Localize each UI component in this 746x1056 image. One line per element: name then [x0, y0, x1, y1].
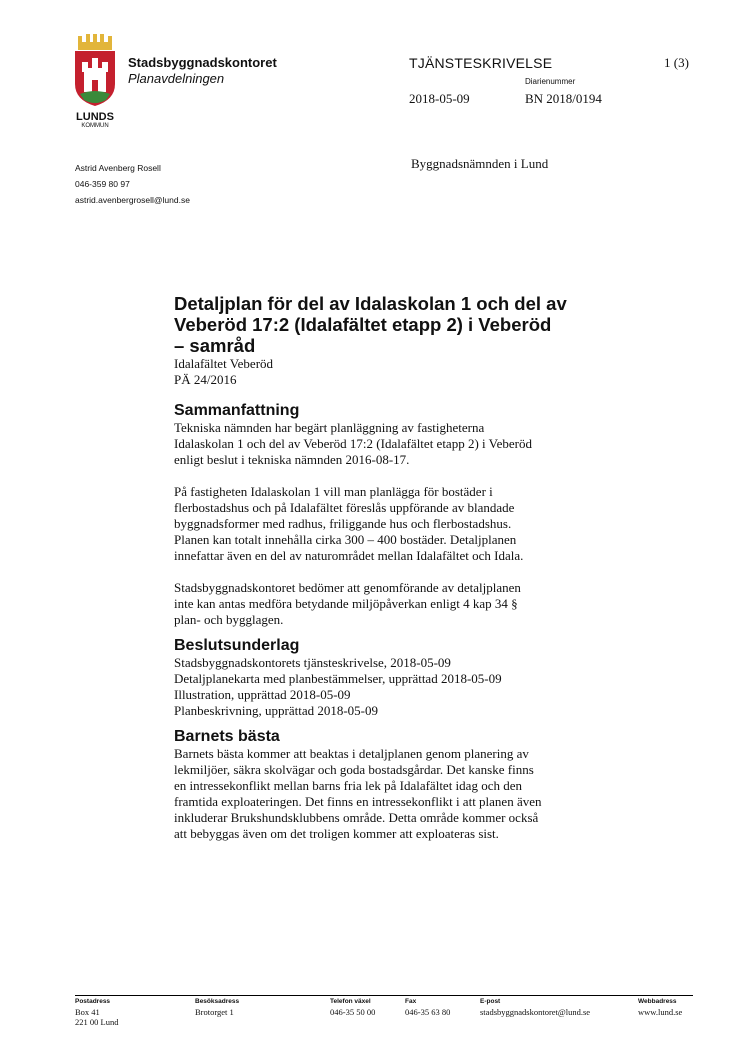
text-line: byggnadsformer med radhus, friliggande hus och flerbostadshus.	[174, 516, 512, 531]
footer-postadress	[75, 997, 118, 1027]
title-line: Veberöd 17:2 (Idalafältet etapp 2) i Veberöd	[174, 314, 552, 335]
text-line: På fastigheten Idalaskolan 1 vill man planlägga för bostäder i	[174, 484, 493, 499]
text-line: innefattar även en del av naturområdet mellan Idalafältet och Idala.	[174, 548, 524, 563]
text-line: inte kan antas medföra betydande miljöpåverkan enligt 4 kap 34 §	[174, 596, 518, 611]
lund-kommun-logo	[72, 34, 118, 130]
recipient: Byggnadsnämnden i Lund	[411, 156, 549, 171]
footer-email-link[interactable]: stadsbyggnadskontoret@lund.se	[480, 1007, 591, 1017]
footer-besoksadress	[195, 997, 239, 1017]
footer-label: E-post	[480, 998, 501, 1005]
text-line: en intressekonflikt mellan barns fria lek på Idalafältet idag och den	[174, 778, 522, 793]
footer-label: Fax	[405, 998, 417, 1005]
footer-value: Brotorget 1	[195, 1007, 234, 1017]
text-line: Planen kan totalt innehålla cirka 300 – 400 bostäder. Detaljplanen	[174, 532, 517, 547]
footer-epost	[480, 997, 590, 1017]
footer-label: Telefon växel	[330, 998, 371, 1005]
org-department: Planavdelningen	[128, 71, 225, 86]
footer-fax	[405, 997, 450, 1017]
diarie-number: BN 2018/0194	[525, 91, 602, 106]
title-subline: Idalafältet Veberöd	[174, 356, 274, 371]
text-line: inkluderar Brukshundsklubbens område. Detta område kommer också	[174, 810, 539, 825]
sender-name: Astrid Avenberg Rosell	[75, 163, 161, 173]
logo-text-1: LUNDS	[76, 111, 114, 123]
text-line: Detaljplanekarta med planbestämmelser, upprättad 2018-05-09	[174, 671, 502, 686]
text-line: flerbostadshus och på Idalafältet föreslås uppförande av blandade	[174, 500, 515, 515]
text-line: att bebyggas även om det troligen kommer att exploateras sist.	[174, 826, 499, 841]
sender-email: astrid.avenbergrosell@lund.se	[75, 195, 190, 205]
org-name: Stadsbyggnadskontoret	[128, 55, 277, 70]
sender-phone: 046-359 80 97	[75, 179, 130, 189]
footer-value: 046-35 50 00	[330, 1007, 376, 1017]
footer-divider	[75, 995, 693, 996]
text-line: Barnets bästa kommer att beaktas i detaljplanen genom planering av	[174, 746, 529, 761]
footer-label: Besöksadress	[195, 998, 240, 1005]
footer-value: 221 00 Lund	[75, 1017, 119, 1027]
text-line: Stadsbyggnadskontoret bedömer att genomförande av detaljplanen	[174, 580, 521, 595]
title-line: Detaljplan för del av Idalaskolan 1 och del av	[174, 293, 567, 314]
logo-text-2: KOMMUN	[81, 123, 109, 129]
title-line: – samråd	[174, 335, 256, 356]
paragraph	[174, 746, 634, 842]
title-subline: PÄ 24/2016	[174, 372, 237, 387]
footer-web-link[interactable]: www.lund.se	[638, 1007, 683, 1017]
document-date: 2018-05-09	[409, 91, 470, 106]
text-line: lekmiljöer, säkra skolvägar och goda bostadsgårdar. Det kanske finns	[174, 762, 534, 777]
text-line: Planbeskrivning, upprättad 2018-05-09	[174, 703, 378, 718]
paragraph	[174, 580, 634, 628]
footer-label: Postadress	[75, 998, 111, 1005]
page-number: 1 (3)	[664, 55, 689, 70]
footer-label: Webbadress	[638, 998, 677, 1005]
paragraph	[174, 420, 634, 468]
footer-value: 046-35 63 80	[405, 1007, 451, 1017]
section-heading: Beslutsunderlag	[174, 637, 300, 654]
text-line: plan- och bygglagen.	[174, 612, 284, 627]
text-line: enligt beslut i tekniska nämnden 2016-08-17.	[174, 452, 410, 467]
section-heading: Sammanfattning	[174, 402, 300, 419]
sender-contact	[75, 160, 190, 208]
footer-webb	[638, 997, 682, 1017]
paragraph	[174, 655, 634, 719]
document-type: TJÄNSTESKRIVELSE	[409, 55, 553, 71]
footer-telefon	[330, 997, 375, 1017]
section-heading: Barnets bästa	[174, 728, 280, 745]
footer-value: Box 41	[75, 1007, 100, 1017]
diarie-label: Diarienummer	[525, 77, 576, 86]
text-line: Stadsbyggnadskontorets tjänsteskrivelse, 2018-05-09	[174, 655, 451, 670]
text-line: framtida exploateringen. Det finns en intressekonflikt i att planen även	[174, 794, 542, 809]
text-line: Illustration, upprättad 2018-05-09	[174, 687, 351, 702]
text-line: Tekniska nämnden har begärt planläggning av fastigheterna	[174, 420, 485, 435]
text-line: Idalaskolan 1 och del av Veberöd 17:2 (Idalafältet etapp 2) i Veberöd	[174, 436, 532, 451]
document-title	[174, 293, 634, 356]
paragraph	[174, 484, 634, 564]
coat-of-arms-icon	[72, 34, 118, 130]
document-body	[174, 293, 634, 842]
